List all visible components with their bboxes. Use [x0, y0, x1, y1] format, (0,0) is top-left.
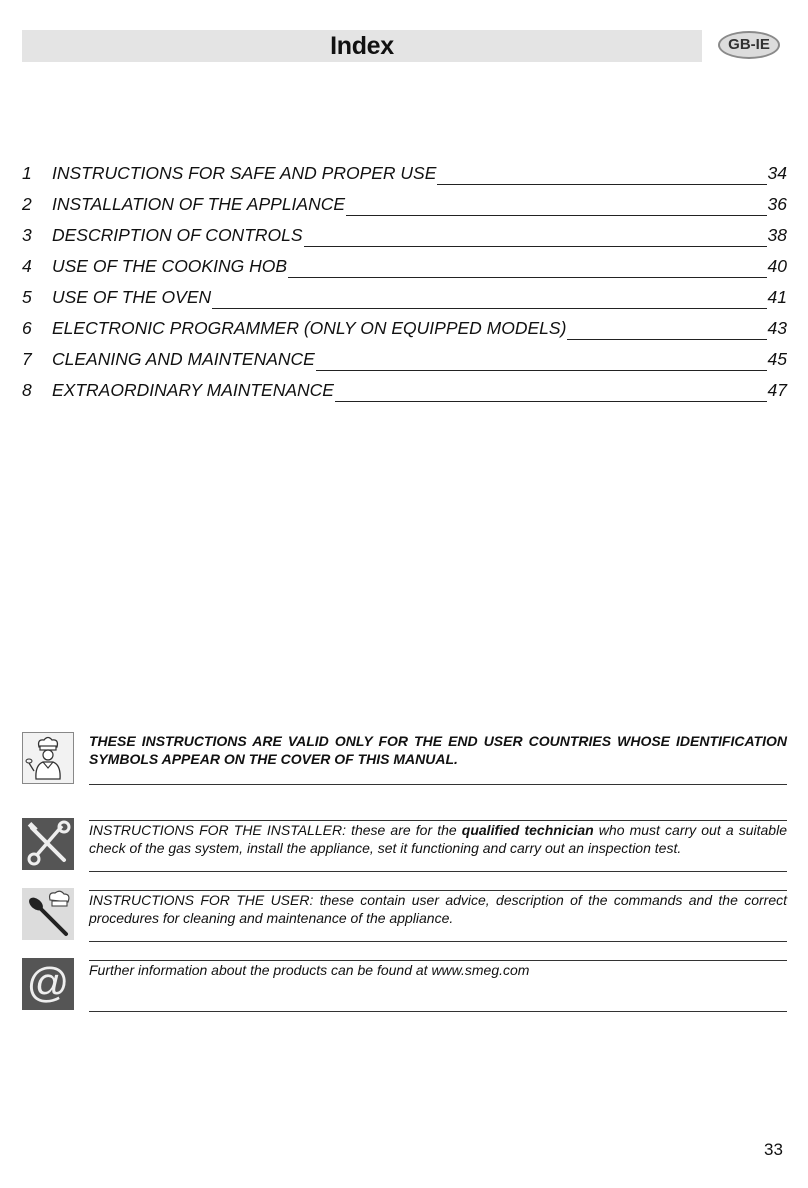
installer-text-prefix: INSTRUCTIONS FOR THE INSTALLER: these are for the — [89, 822, 462, 838]
user-text: INSTRUCTIONS FOR THE USER: these contain user advice, description of the commands and the correct procedures for cleaning and maintenance of the appliance. — [89, 890, 787, 942]
toc-leader — [288, 277, 767, 278]
installer-text — [89, 820, 787, 872]
toc-title: USE OF THE COOKING HOB — [52, 256, 287, 276]
toc-row[interactable] — [22, 256, 787, 287]
spoon-chef-hat-icon — [22, 888, 74, 940]
validity-note — [22, 732, 787, 788]
toc-number: 7 — [22, 349, 32, 369]
toc-page: 38 — [767, 225, 787, 245]
installer-text-suffix: who must carry out a suitable check of the gas system, install the appliance, set it functioning and carry out an inspection test. — [89, 822, 787, 856]
toc-row[interactable] — [22, 318, 787, 349]
toc-leader — [437, 184, 766, 185]
language-badge: GB-IE — [718, 31, 780, 59]
toc-leader — [567, 339, 766, 340]
toc-number: 1 — [22, 163, 32, 183]
toc-number: 6 — [22, 318, 32, 338]
table-of-contents — [22, 163, 787, 411]
toc-page: 45 — [767, 349, 787, 369]
toc-row[interactable] — [22, 380, 787, 411]
toc-leader — [212, 308, 766, 309]
installer-text-bold: qualified technician — [461, 822, 594, 838]
toc-row[interactable] — [22, 163, 787, 194]
toc-page: 34 — [767, 163, 787, 183]
toc-title: USE OF THE OVEN — [52, 287, 212, 307]
toc-number: 4 — [22, 256, 32, 276]
toc-title: DESCRIPTION OF CONTROLS — [52, 225, 303, 245]
header-bar — [22, 30, 702, 62]
at-sign-icon: @ — [22, 958, 74, 1010]
toc-leader — [346, 215, 767, 216]
web-text — [89, 960, 787, 1012]
toc-row[interactable] — [22, 225, 787, 256]
toc-page: 43 — [767, 318, 787, 338]
toc-row[interactable] — [22, 194, 787, 225]
chef-icon — [22, 732, 74, 784]
toc-page: 40 — [767, 256, 787, 276]
toc-leader — [304, 246, 767, 247]
user-note — [22, 888, 787, 944]
toc-leader — [316, 370, 767, 371]
validity-text: THESE INSTRUCTIONS ARE VALID ONLY FOR THE END USER COUNTRIES WHOSE IDENTIFICATION SYMBOLS APPEAR ON THE COVER OF THIS MANUAL. — [89, 732, 787, 785]
page-number: 33 — [764, 1140, 783, 1159]
toc-title: INSTALLATION OF THE APPLIANCE — [52, 194, 346, 214]
toc-title: INSTRUCTIONS FOR SAFE AND PROPER USE — [52, 163, 437, 183]
web-note — [22, 958, 787, 1014]
toc-number: 5 — [22, 287, 32, 307]
toc-page: 47 — [767, 380, 787, 400]
toc-number: 8 — [22, 380, 32, 400]
page-title: Index — [330, 32, 394, 60]
toc-number: 3 — [22, 225, 32, 245]
installer-note — [22, 818, 787, 874]
toc-row[interactable] — [22, 287, 787, 318]
toc-title: ELECTRONIC PROGRAMMER (ONLY ON EQUIPPED MODELS) — [52, 318, 567, 338]
toc-page: 41 — [767, 287, 787, 307]
toc-title: EXTRAORDINARY MAINTENANCE — [52, 380, 334, 400]
toc-title: CLEANING AND MAINTENANCE — [52, 349, 315, 369]
web-text-prefix: Further information about the products can be found at — [89, 962, 432, 978]
toc-row[interactable] — [22, 349, 787, 380]
toc-leader — [335, 401, 767, 402]
web-url-link[interactable]: www.smeg.com — [431, 962, 530, 978]
toc-page: 36 — [767, 194, 787, 214]
wrench-screwdriver-icon — [22, 818, 74, 870]
toc-number: 2 — [22, 194, 32, 214]
